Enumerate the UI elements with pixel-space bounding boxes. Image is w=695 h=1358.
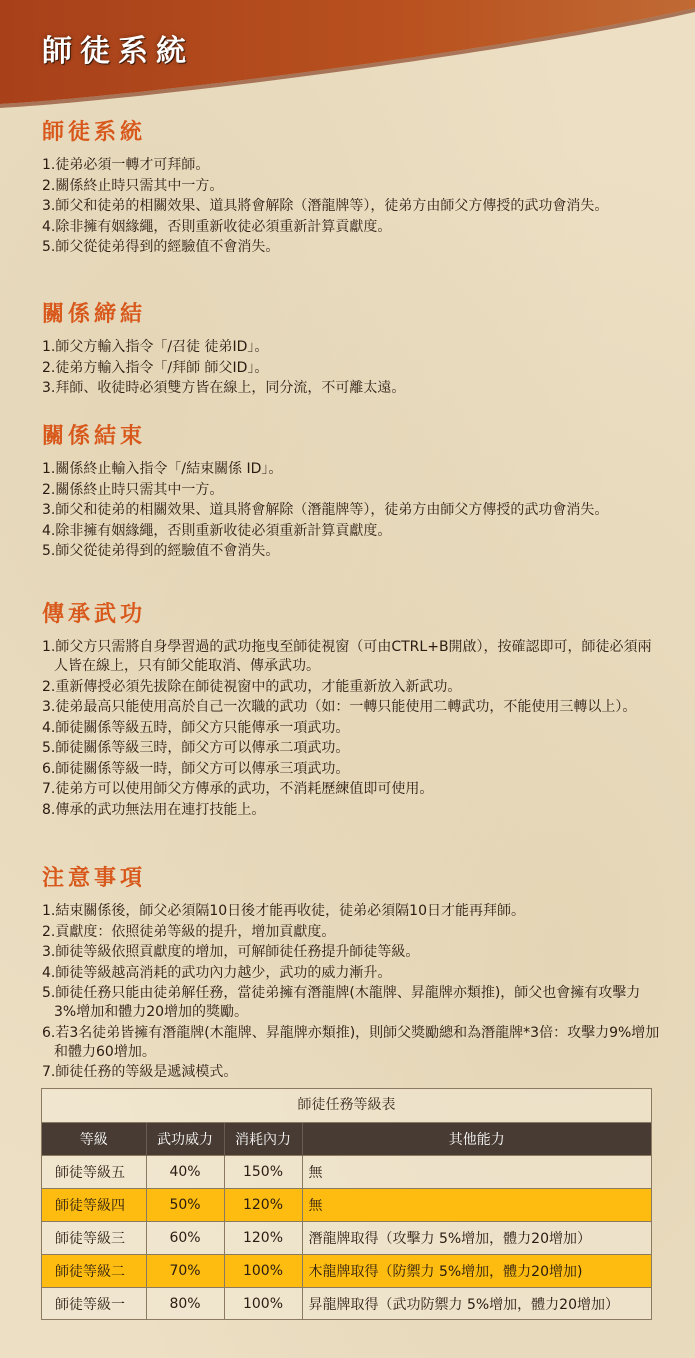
list-item: 5.師父從徒弟得到的經驗值不會消失。 [42, 239, 280, 255]
list-item: 4.除非擁有姻緣繩，否則重新收徒必須重新計算貢獻度。 [42, 522, 392, 539]
cell-other: 昇龍牌取得（武功防禦力 5%增加，體力20增加） [302, 1288, 651, 1321]
section-title: 注意事項 [42, 866, 147, 891]
cell-other: 無 [302, 1189, 651, 1222]
cell-level: 師徒等級四 [42, 1189, 146, 1222]
section-notes [42, 864, 662, 1084]
list-item: 7.徒弟方可以使用師父方傳承的武功，不消耗歷練值即可使用。 [42, 781, 434, 797]
table-row [42, 1222, 651, 1255]
cell-cost: 120% [224, 1222, 302, 1255]
list-item: 2.徒弟方輸入指令「/拜師 師父ID」。 [42, 359, 269, 376]
list-item: 4.師徒關係等級五時，師父方只能傳承一項武功。 [42, 719, 350, 736]
cell-power: 40% [146, 1156, 224, 1189]
cell-other: 無 [302, 1156, 651, 1189]
section-relationship-end [42, 422, 662, 563]
column-header-power: 武功威力 [146, 1123, 224, 1156]
mission-level-table [41, 1088, 652, 1320]
table-row [42, 1189, 651, 1222]
list-item: 3.拜師、收徒時必須雙方皆在線上，同分流，不可離太遠。 [42, 380, 406, 396]
section-list [42, 902, 662, 1082]
list-item: 5.師徒任務只能由徒弟解任務，當徒弟擁有潛龍牌(木龍牌、昇龍牌亦類推)，師父也會擁有攻擊力3%增加和體力20增加的獎勵。 [42, 985, 641, 1020]
list-item: 2.關係終止時只需其中一方。 [42, 177, 224, 194]
section-title: 師徒系統 [42, 120, 147, 145]
list-item: 4.除非擁有姻緣繩，否則重新收徒必須重新計算貢獻度。 [42, 218, 392, 235]
list-item: 6.若3名徒弟皆擁有潛龍牌(木龍牌、昇龍牌亦類推)，則師父獎勵總和為潛龍牌*3倍：攻擊力9%增加和體力60增加。 [42, 1024, 660, 1060]
table-row [42, 1156, 651, 1189]
column-header-level: 等級 [42, 1123, 146, 1156]
section-list [42, 338, 662, 398]
list-item: 7.師徒任務的等級是遞減模式。 [42, 1064, 238, 1080]
section-master-disciple-system [42, 118, 662, 259]
list-item: 5.師父從徒弟得到的經驗值不會消失。 [42, 543, 280, 559]
cell-power: 50% [146, 1189, 224, 1222]
cell-level: 師徒等級五 [42, 1156, 146, 1189]
list-item: 2.重新傳授必須先拔除在師徒視窗中的武功，才能重新放入新武功。 [42, 678, 462, 695]
list-item: 3.師徒等級依照貢獻度的增加，可解師徒任務提升師徒等級。 [42, 944, 420, 960]
table-row [42, 1255, 651, 1288]
cell-power: 60% [146, 1222, 224, 1255]
cell-cost: 150% [224, 1156, 302, 1189]
list-item: 2.貢獻度：依照徒弟等級的提升，增加貢獻度。 [42, 923, 336, 940]
list-item: 5.師徒關係等級三時，師父方可以傳承二項武功。 [42, 740, 350, 756]
table-caption: 師徒任務等級表 [42, 1089, 651, 1123]
list-item: 3.師父和徒弟的相關效果、道具將會解除（潛龍牌等），徒弟方由師父方傳授的武功會消失。 [42, 198, 609, 214]
level-table [42, 1123, 651, 1320]
cell-cost: 100% [224, 1288, 302, 1321]
list-item: 2.關係終止時只需其中一方。 [42, 481, 224, 498]
section-martial-arts-inheritance [42, 600, 662, 821]
list-item: 4.師徒等級越高消耗的武功內力越少，武功的威力漸升。 [42, 964, 392, 981]
cell-power: 80% [146, 1288, 224, 1321]
list-item: 3.徒弟最高只能使用高於自己一次職的武功（如：一轉只能使用二轉武功，不能使用三轉以上）。 [42, 699, 637, 715]
list-item: 1.師父方只需將自身學習過的武功拖曳至師徒視窗（可由CTRL+B開啟），按確認即可，師徒必須兩人皆在線上，只有師父能取消、傳承武功。 [42, 639, 652, 674]
cell-level: 師徒等級二 [42, 1255, 146, 1288]
list-item: 3.師父和徒弟的相關效果、道具將會解除（潛龍牌等），徒弟方由師父方傳授的武功會消失。 [42, 502, 609, 518]
section-relationship-bond [42, 300, 662, 400]
list-item: 6.師徒關係等級一時，師父方可以傳承三項武功。 [42, 760, 350, 777]
list-item: 8.傳承的武功無法用在連打技能上。 [42, 801, 266, 818]
banner-title: 師徒系統 [42, 34, 194, 69]
list-item: 1.結束關係後，師父必須隔10日後才能再收徒，徒弟必須隔10日才能再拜師。 [42, 903, 525, 919]
cell-cost: 120% [224, 1189, 302, 1222]
header-banner [0, 0, 695, 112]
section-title: 傳承武功 [42, 602, 147, 627]
section-list [42, 156, 662, 257]
section-list [42, 460, 662, 561]
table-header-row [42, 1123, 651, 1156]
section-list [42, 638, 662, 820]
column-header-other: 其他能力 [302, 1123, 651, 1156]
section-title: 關係締結 [42, 302, 147, 327]
cell-power: 70% [146, 1255, 224, 1288]
cell-cost: 100% [224, 1255, 302, 1288]
section-title: 關係結束 [42, 424, 147, 449]
table-row [42, 1288, 651, 1321]
list-item: 1.師父方輸入指令「/召徒 徒弟ID」。 [42, 339, 269, 355]
list-item: 1.關係終止輸入指令「/結束關係 ID」。 [42, 461, 283, 477]
cell-level: 師徒等級一 [42, 1288, 146, 1321]
list-item: 1.徒弟必須一轉才可拜師。 [42, 157, 210, 173]
cell-other: 木龍牌取得（防禦力 5%增加，體力20增加) [302, 1255, 651, 1288]
cell-other: 潛龍牌取得（攻擊力 5%增加，體力20增加） [302, 1222, 651, 1255]
column-header-cost: 消耗內力 [224, 1123, 302, 1156]
cell-level: 師徒等級三 [42, 1222, 146, 1255]
